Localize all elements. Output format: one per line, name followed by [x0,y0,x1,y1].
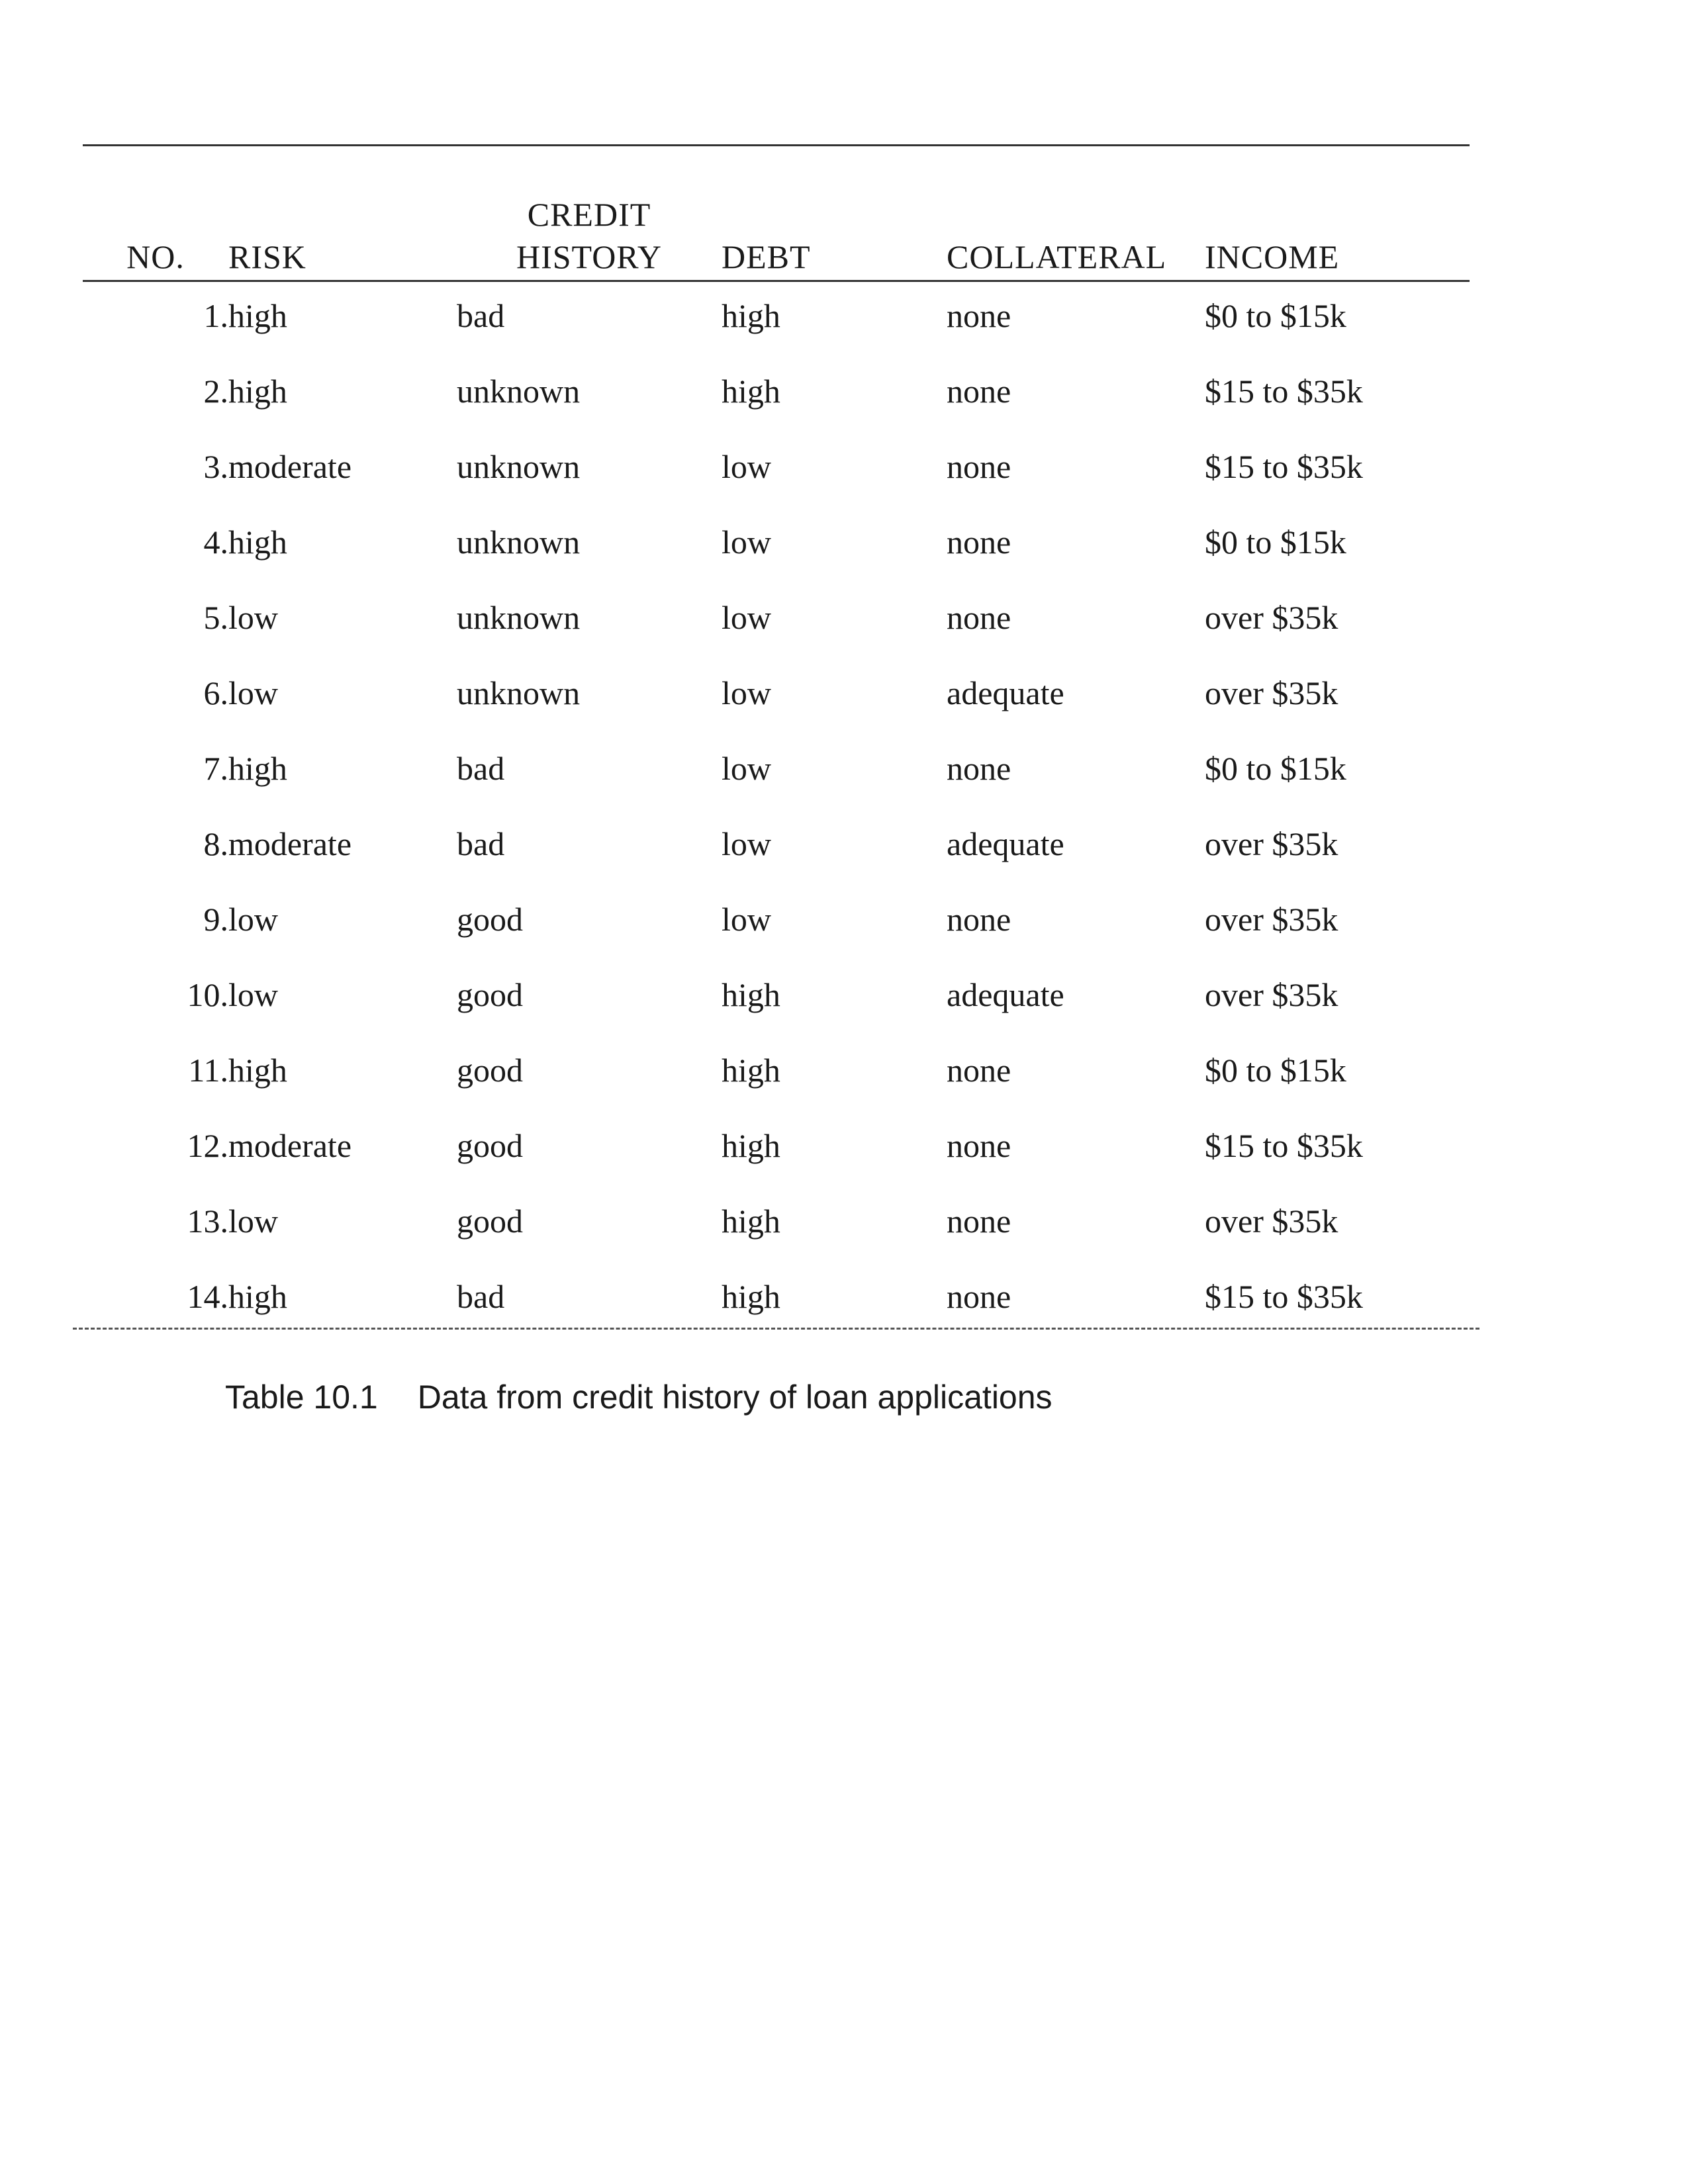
table-row [83,1183,1470,1259]
cell-credit-history: unknown [457,599,581,636]
cell-debt: low [722,825,771,862]
cell-collateral: none [947,1052,1011,1089]
table-header-row [83,159,1470,278]
table-row [83,806,1470,882]
table-row [83,731,1470,806]
cell-income: over $35k [1205,825,1338,862]
cell-risk: high [228,297,287,334]
cell-collateral: none [947,297,1011,334]
cell-risk: moderate [228,448,352,485]
cell-credit-history: good [457,1127,523,1164]
cell-credit-history: bad [457,1278,505,1315]
cell-no: 12. [187,1127,228,1164]
cell-no: 3. [203,448,228,485]
caption-label: Table 10.1 [225,1379,378,1416]
cell-income: $0 to $15k [1205,523,1346,561]
cell-income: $0 to $15k [1205,750,1346,787]
cell-no: 5. [203,599,228,636]
cell-debt: high [722,373,780,410]
cell-risk: low [228,1203,278,1240]
cell-no: 2. [203,373,228,410]
table-row [83,429,1470,504]
cell-no: 4. [203,523,228,561]
header-credit-line2: HISTORY [516,238,662,275]
cell-credit-history: unknown [457,373,581,410]
cell-debt: high [722,976,780,1013]
cell-risk: high [228,750,287,787]
table-row [83,1108,1470,1183]
cell-income: over $35k [1205,901,1338,938]
cell-collateral: none [947,1127,1011,1164]
cell-collateral: none [947,1203,1011,1240]
cell-credit-history: bad [457,750,505,787]
cell-debt: low [722,448,771,485]
cell-no: 11. [188,1052,228,1089]
cell-debt: high [722,297,780,334]
cell-risk: high [228,1052,287,1089]
cell-income: over $35k [1205,674,1338,711]
cell-no: 6. [203,674,228,711]
cell-credit-history: good [457,1203,523,1240]
header-no: NO. [126,238,185,275]
table-bottom-rule [73,1328,1479,1330]
cell-credit-history: bad [457,825,505,862]
cell-no: 13. [187,1203,228,1240]
cell-risk: moderate [228,825,352,862]
cell-risk: high [228,373,287,410]
cell-collateral: adequate [947,825,1064,862]
cell-credit-history: good [457,1052,523,1089]
table-row [83,957,1470,1032]
cell-collateral: none [947,373,1011,410]
cell-debt: low [722,750,771,787]
cell-debt: low [722,674,771,711]
credit-history-table [83,159,1470,1334]
header-credit-line1: CREDIT [527,196,651,233]
cell-debt: low [722,901,771,938]
cell-credit-history: bad [457,297,505,334]
table-row [83,580,1470,655]
cell-income: over $35k [1205,599,1338,636]
cell-risk: low [228,674,278,711]
cell-income: $15 to $35k [1205,448,1363,485]
cell-no: 7. [203,750,228,787]
cell-credit-history: good [457,976,523,1013]
cell-income: $0 to $15k [1205,297,1346,334]
table-row [83,655,1470,731]
cell-no: 9. [203,901,228,938]
table-row [83,353,1470,429]
cell-no: 8. [203,825,228,862]
cell-collateral: none [947,448,1011,485]
cell-risk: high [228,1278,287,1315]
cell-debt: high [722,1278,780,1315]
cell-collateral: adequate [947,674,1064,711]
cell-debt: low [722,523,771,561]
table-caption [225,1378,1053,1416]
cell-risk: low [228,599,278,636]
cell-credit-history: good [457,901,523,938]
cell-collateral: none [947,901,1011,938]
cell-risk: moderate [228,1127,352,1164]
cell-income: $15 to $35k [1205,1278,1363,1315]
cell-credit-history: unknown [457,448,581,485]
cell-no: 10. [187,976,228,1013]
header-debt: DEBT [722,238,811,275]
caption-text: Data from credit history of loan applications [417,1379,1053,1416]
table-row [83,278,1470,353]
table-body [83,278,1470,1334]
cell-debt: low [722,599,771,636]
table-top-rule [83,144,1470,146]
cell-income: $15 to $35k [1205,373,1363,410]
cell-debt: high [722,1052,780,1089]
cell-collateral: none [947,750,1011,787]
table-row [83,1259,1470,1334]
cell-collateral: none [947,523,1011,561]
cell-collateral: none [947,1278,1011,1315]
cell-no: 1. [203,297,228,334]
cell-income: over $35k [1205,976,1338,1013]
cell-income: $0 to $15k [1205,1052,1346,1089]
cell-income: over $35k [1205,1203,1338,1240]
cell-risk: high [228,523,287,561]
cell-credit-history: unknown [457,523,581,561]
table-row [83,1032,1470,1108]
cell-credit-history: unknown [457,674,581,711]
header-income: INCOME [1205,238,1340,275]
cell-debt: high [722,1203,780,1240]
header-credit-history [457,159,722,278]
cell-debt: high [722,1127,780,1164]
table-row [83,882,1470,957]
header-risk: RISK [228,238,306,275]
cell-no: 14. [187,1278,228,1315]
table-row [83,504,1470,580]
cell-collateral: none [947,599,1011,636]
cell-income: $15 to $35k [1205,1127,1363,1164]
cell-collateral: adequate [947,976,1064,1013]
cell-risk: low [228,901,278,938]
cell-risk: low [228,976,278,1013]
header-collateral: COLLATERAL [947,238,1167,275]
